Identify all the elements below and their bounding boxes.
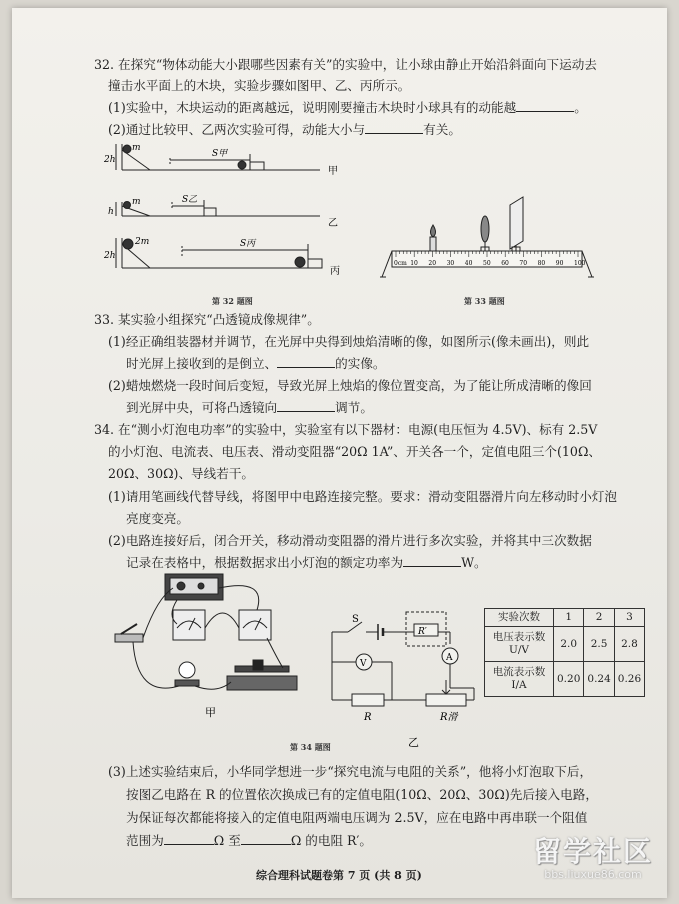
- q34-sub3-line4: [126, 829, 372, 852]
- q32-distance-3: S丙: [240, 239, 256, 249]
- table-header-cell: 1: [554, 609, 584, 627]
- answer-blank[interactable]: [277, 397, 335, 412]
- ruler-label: 0cm: [394, 260, 407, 267]
- answer-blank[interactable]: [241, 830, 291, 845]
- ruler-label: 10: [410, 260, 418, 267]
- q34-stem-line2: 的小灯泡、电流表、电压表、滑动变阻器“20Ω 1A”、开关各一个，定值电阻三个(10Ω、: [108, 444, 601, 459]
- q33-sub2-line1: (2)蜡烛燃烧一段时间后变短，导致光屏上烛焰的像位置变高，为了能让所成清晰的像回: [108, 378, 592, 393]
- table-row-label: 电压表示数 U/V: [485, 627, 554, 662]
- table-cell: 0.20: [554, 662, 584, 697]
- q34-sub1-line1: (1)请用笔画线代替导线，将图甲中电路连接完整。要求：滑动变阻器滑片向左移动时小灯泡: [108, 489, 617, 504]
- q32-sub2-end: 有关。: [423, 122, 461, 137]
- q34-resistor-label: R: [364, 712, 372, 723]
- q33-sub1-end: 的实像。: [335, 356, 386, 371]
- table-cell: 2.0: [554, 627, 584, 662]
- q33-sub2-line2: [126, 396, 373, 419]
- table-row-label: 电流表示数 I/A: [485, 662, 554, 697]
- q33-sub1-text: 时光屏上接收到的是倒立、: [126, 356, 278, 371]
- table-header-cell: 2: [584, 609, 614, 627]
- q34-sub2-end: W。: [461, 555, 487, 570]
- ruler-label: 30: [446, 260, 455, 267]
- q34-data-table: [484, 608, 645, 697]
- q34-sub1-line2: 亮度变亮。: [126, 511, 189, 526]
- watermark-url: bbs.liuxue86.com: [544, 868, 642, 881]
- table-cell: 2.8: [614, 627, 644, 662]
- q32-distance-2: S乙: [182, 195, 198, 205]
- q34-stem-line3: 20Ω、30Ω)、导线若干。: [108, 466, 255, 481]
- table-row: [485, 627, 645, 662]
- table-cell: 0.26: [614, 662, 644, 697]
- table-cell: 2.5: [584, 627, 614, 662]
- q34-voltmeter-symbol: V: [360, 659, 367, 669]
- table-header-cell: 3: [614, 609, 644, 627]
- q33-stem: 33. 某实验小组探究“凸透镜成像规律”。: [94, 312, 320, 327]
- q32-sub1-end: 。: [574, 100, 587, 115]
- answer-blank[interactable]: [164, 830, 214, 845]
- ruler-label: 80: [537, 260, 546, 267]
- ruler-label: 50: [483, 260, 491, 267]
- ruler-label: 20: [428, 260, 437, 267]
- answer-blank[interactable]: [403, 552, 461, 567]
- q32-label-bing: 丙: [330, 266, 340, 277]
- q33-sub2-text: 到光屏中央，可将凸透镜向: [126, 400, 278, 415]
- q32-sub2: [108, 118, 461, 141]
- q34-sub3-line1: (3)上述实验结束后，小华同学想进一步“探究电流与电阻的关系”，他将小灯泡取下后，: [108, 764, 593, 779]
- q34-switch-label: S: [352, 614, 359, 625]
- q32-stem-line1: 32. 在探究“物体动能大小跟哪些因素有关”的实验中，让小球由静止开始沿斜面向下运动去: [94, 57, 597, 72]
- q34-sub3-line2: 按图乙电路在 R 的位置依次换成已有的定值电阻(10Ω、20Ω、30Ω)先后接入电路，: [126, 787, 598, 802]
- q34-circuit-figure: [322, 610, 482, 750]
- q33-figure: [380, 193, 590, 283]
- q32-height-1: 2h: [104, 155, 116, 165]
- ruler-label: 40: [464, 260, 473, 267]
- q34-sub3-text-a: 范围为: [126, 833, 164, 848]
- q34-stem-line1: 34. 在“测小灯泡电功率”的实验中，实验室有以下器材：电源(电压恒为 4.5V)、标有 2.5V: [94, 422, 598, 437]
- q32-figure: [104, 140, 340, 280]
- q33-sub1-line1: (1)经正确组装器材并调节，在光屏中央得到烛焰清晰的像，如图所示(像未画出)，则此: [108, 334, 590, 349]
- table-row: [485, 609, 645, 627]
- watermark-brand: 留学社区: [532, 835, 653, 868]
- q32-height-3: 2h: [104, 251, 116, 261]
- answer-blank[interactable]: [516, 97, 574, 112]
- site-watermark: [532, 835, 653, 886]
- q32-caption: 第 32 题图: [212, 296, 253, 306]
- q34-ammeter-symbol: A: [446, 653, 453, 663]
- q33-sub2-end: 调节。: [335, 400, 373, 415]
- q34-label-yi: 乙: [408, 736, 419, 749]
- exam-page: [12, 8, 667, 898]
- q34-sub3-text-c: Ω 的电阻 R′。: [290, 833, 372, 848]
- page-footer: 综合理科试题卷第 7 页 (共 8 页): [256, 869, 422, 882]
- q34-sub3-text-b: Ω 至: [213, 833, 241, 848]
- q32-mass-2: m: [132, 197, 141, 207]
- q32-mass-1: m: [132, 143, 141, 153]
- q32-stem-line2: 撞击水平面上的木块，实验步骤如图甲、乙、丙所示。: [108, 78, 411, 93]
- q34-sub3-line3: 为保证每次都能将接入的定值电阻两端电压调为 2.5V，应在电路中再串联一个阻值: [126, 810, 588, 825]
- q33-caption: 第 33 题图: [464, 296, 505, 306]
- ruler-label: 100: [574, 260, 586, 267]
- ruler-label: 90: [555, 260, 564, 267]
- q34-apparatus-figure: [107, 568, 307, 718]
- answer-blank[interactable]: [277, 353, 335, 368]
- answer-blank[interactable]: [365, 119, 423, 134]
- q34-caption: 第 34 题图: [290, 742, 331, 752]
- table-header-cell: 实验次数: [485, 609, 554, 627]
- q34-sub2-text: 记录在表格中，根据数据求出小灯泡的额定功率为: [126, 555, 404, 570]
- q32-sub2-text: (2)通过比较甲、乙两次实验可得，动能大小与: [108, 122, 366, 137]
- ruler-label: 70: [519, 260, 528, 267]
- q32-distance-1: S甲: [212, 149, 228, 159]
- q34-rprime-label: R′: [418, 627, 427, 637]
- table-cell: 0.24: [584, 662, 614, 697]
- q34-sub2-line1: (2)电路连接好后，闭合开关，移动滑动变阻器的滑片进行多次实验，并将其中三次数据: [108, 533, 592, 548]
- q32-sub1-text: (1)实验中，木块运动的距离越远，说明刚要撞击木块时小球具有的动能越: [108, 100, 517, 115]
- q34-label-jia: 甲: [205, 706, 216, 719]
- q32-sub1: [108, 96, 587, 119]
- q32-label-jia: 甲: [328, 166, 338, 177]
- q32-height-2: h: [108, 207, 114, 217]
- table-row: [485, 662, 645, 697]
- ruler-label: 60: [501, 260, 509, 267]
- q32-label-yi: 乙: [328, 218, 338, 229]
- q34-rheostat-label: R滑: [440, 712, 458, 723]
- q33-sub1-line2: [126, 352, 386, 375]
- q32-mass-3: 2m: [135, 237, 150, 247]
